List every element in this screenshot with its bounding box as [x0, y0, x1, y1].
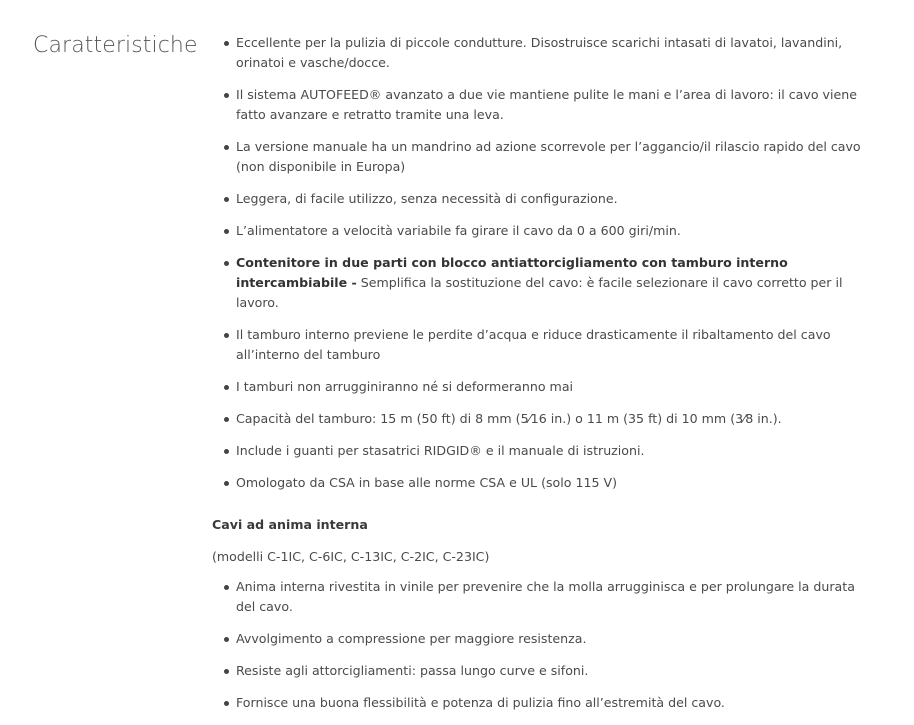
list-item [212, 137, 872, 177]
list-item-text: La versione manuale ha un mandrino ad azione scorrevole per l’aggancio/il rilascio rapido del cavo (non disponibile in Europa) [236, 139, 861, 174]
list-item [212, 661, 872, 681]
list-item-text: Il sistema AUTOFEED® avanzato a due vie mantiene pulite le mani e l’area di lavoro: il cavo viene fatto avanzare e retratto tramite una leva. [236, 87, 857, 122]
list-item [212, 473, 872, 493]
list-item-text: I tamburi non arrugginiranno né si deformeranno mai [236, 379, 574, 394]
list-item-text: Fornisce una buona flessibilità e potenza di pulizia fino all’estremità del cavo. [236, 695, 725, 710]
list-item [212, 441, 872, 461]
list-item-bold-text: Contenitore in due parti con blocco antiattorcigliamento con tamburo interno intercambiabile - [236, 255, 788, 290]
list-item-text: Omologato da CSA in base alle norme CSA e UL (solo 115 V) [236, 475, 618, 490]
list-item-text: Anima interna rivestita in vinile per prevenire che la molla arrugginisca e per prolungare la durata del cavo. [236, 579, 855, 614]
list-item [212, 189, 872, 209]
inner-core-models: (modelli C-1IC, C-6IC, C-13IC, C-2IC, C-23IC) [212, 549, 490, 564]
list-item-text: Resiste agli attorcigliamenti: passa lungo curve e sifoni. [236, 663, 589, 678]
list-item-text: Eccellente per la pulizia di piccole condutture. Disostruisce scarichi intasati di lavatoi, lavandini, orinatoi e vasche/docce. [236, 35, 843, 70]
inner-core-heading: Cavi ad anima interna [212, 517, 368, 532]
list-item [212, 629, 872, 649]
list-item [212, 325, 872, 365]
list-item [212, 693, 872, 713]
list-item-text: Include i guanti per stasatrici RIDGID® e il manuale di istruzioni. [236, 443, 645, 458]
inner-core-features-list [212, 577, 872, 713]
list-item-text: L’alimentatore a velocità variabile fa girare il cavo da 0 a 600 giri/min. [236, 223, 681, 238]
features-list [212, 33, 872, 493]
list-item-text: Capacità del tamburo: 15 m (50 ft) di 8 mm (5⁄16 in.) o 11 m (35 ft) di 10 mm (3⁄8 in.). [236, 411, 782, 426]
list-item [212, 377, 872, 397]
list-item-text: Avvolgimento a compressione per maggiore resistenza. [236, 631, 587, 646]
list-item [212, 253, 872, 313]
list-item [212, 33, 872, 73]
list-item [212, 221, 872, 241]
list-item [212, 85, 872, 125]
list-item-text: Semplifica la sostituzione del cavo: è facile selezionare il cavo corretto per il lavoro. [236, 275, 843, 310]
section-title: Caratteristiche [33, 33, 198, 58]
features-content [212, 33, 872, 725]
list-item [212, 409, 872, 429]
list-item-text: Leggera, di facile utilizzo, senza necessità di configurazione. [236, 191, 618, 206]
list-item-text: Il tamburo interno previene le perdite d’acqua e riduce drasticamente il ribaltamento del cavo all’interno del tamburo [236, 327, 831, 362]
list-item [212, 577, 872, 617]
